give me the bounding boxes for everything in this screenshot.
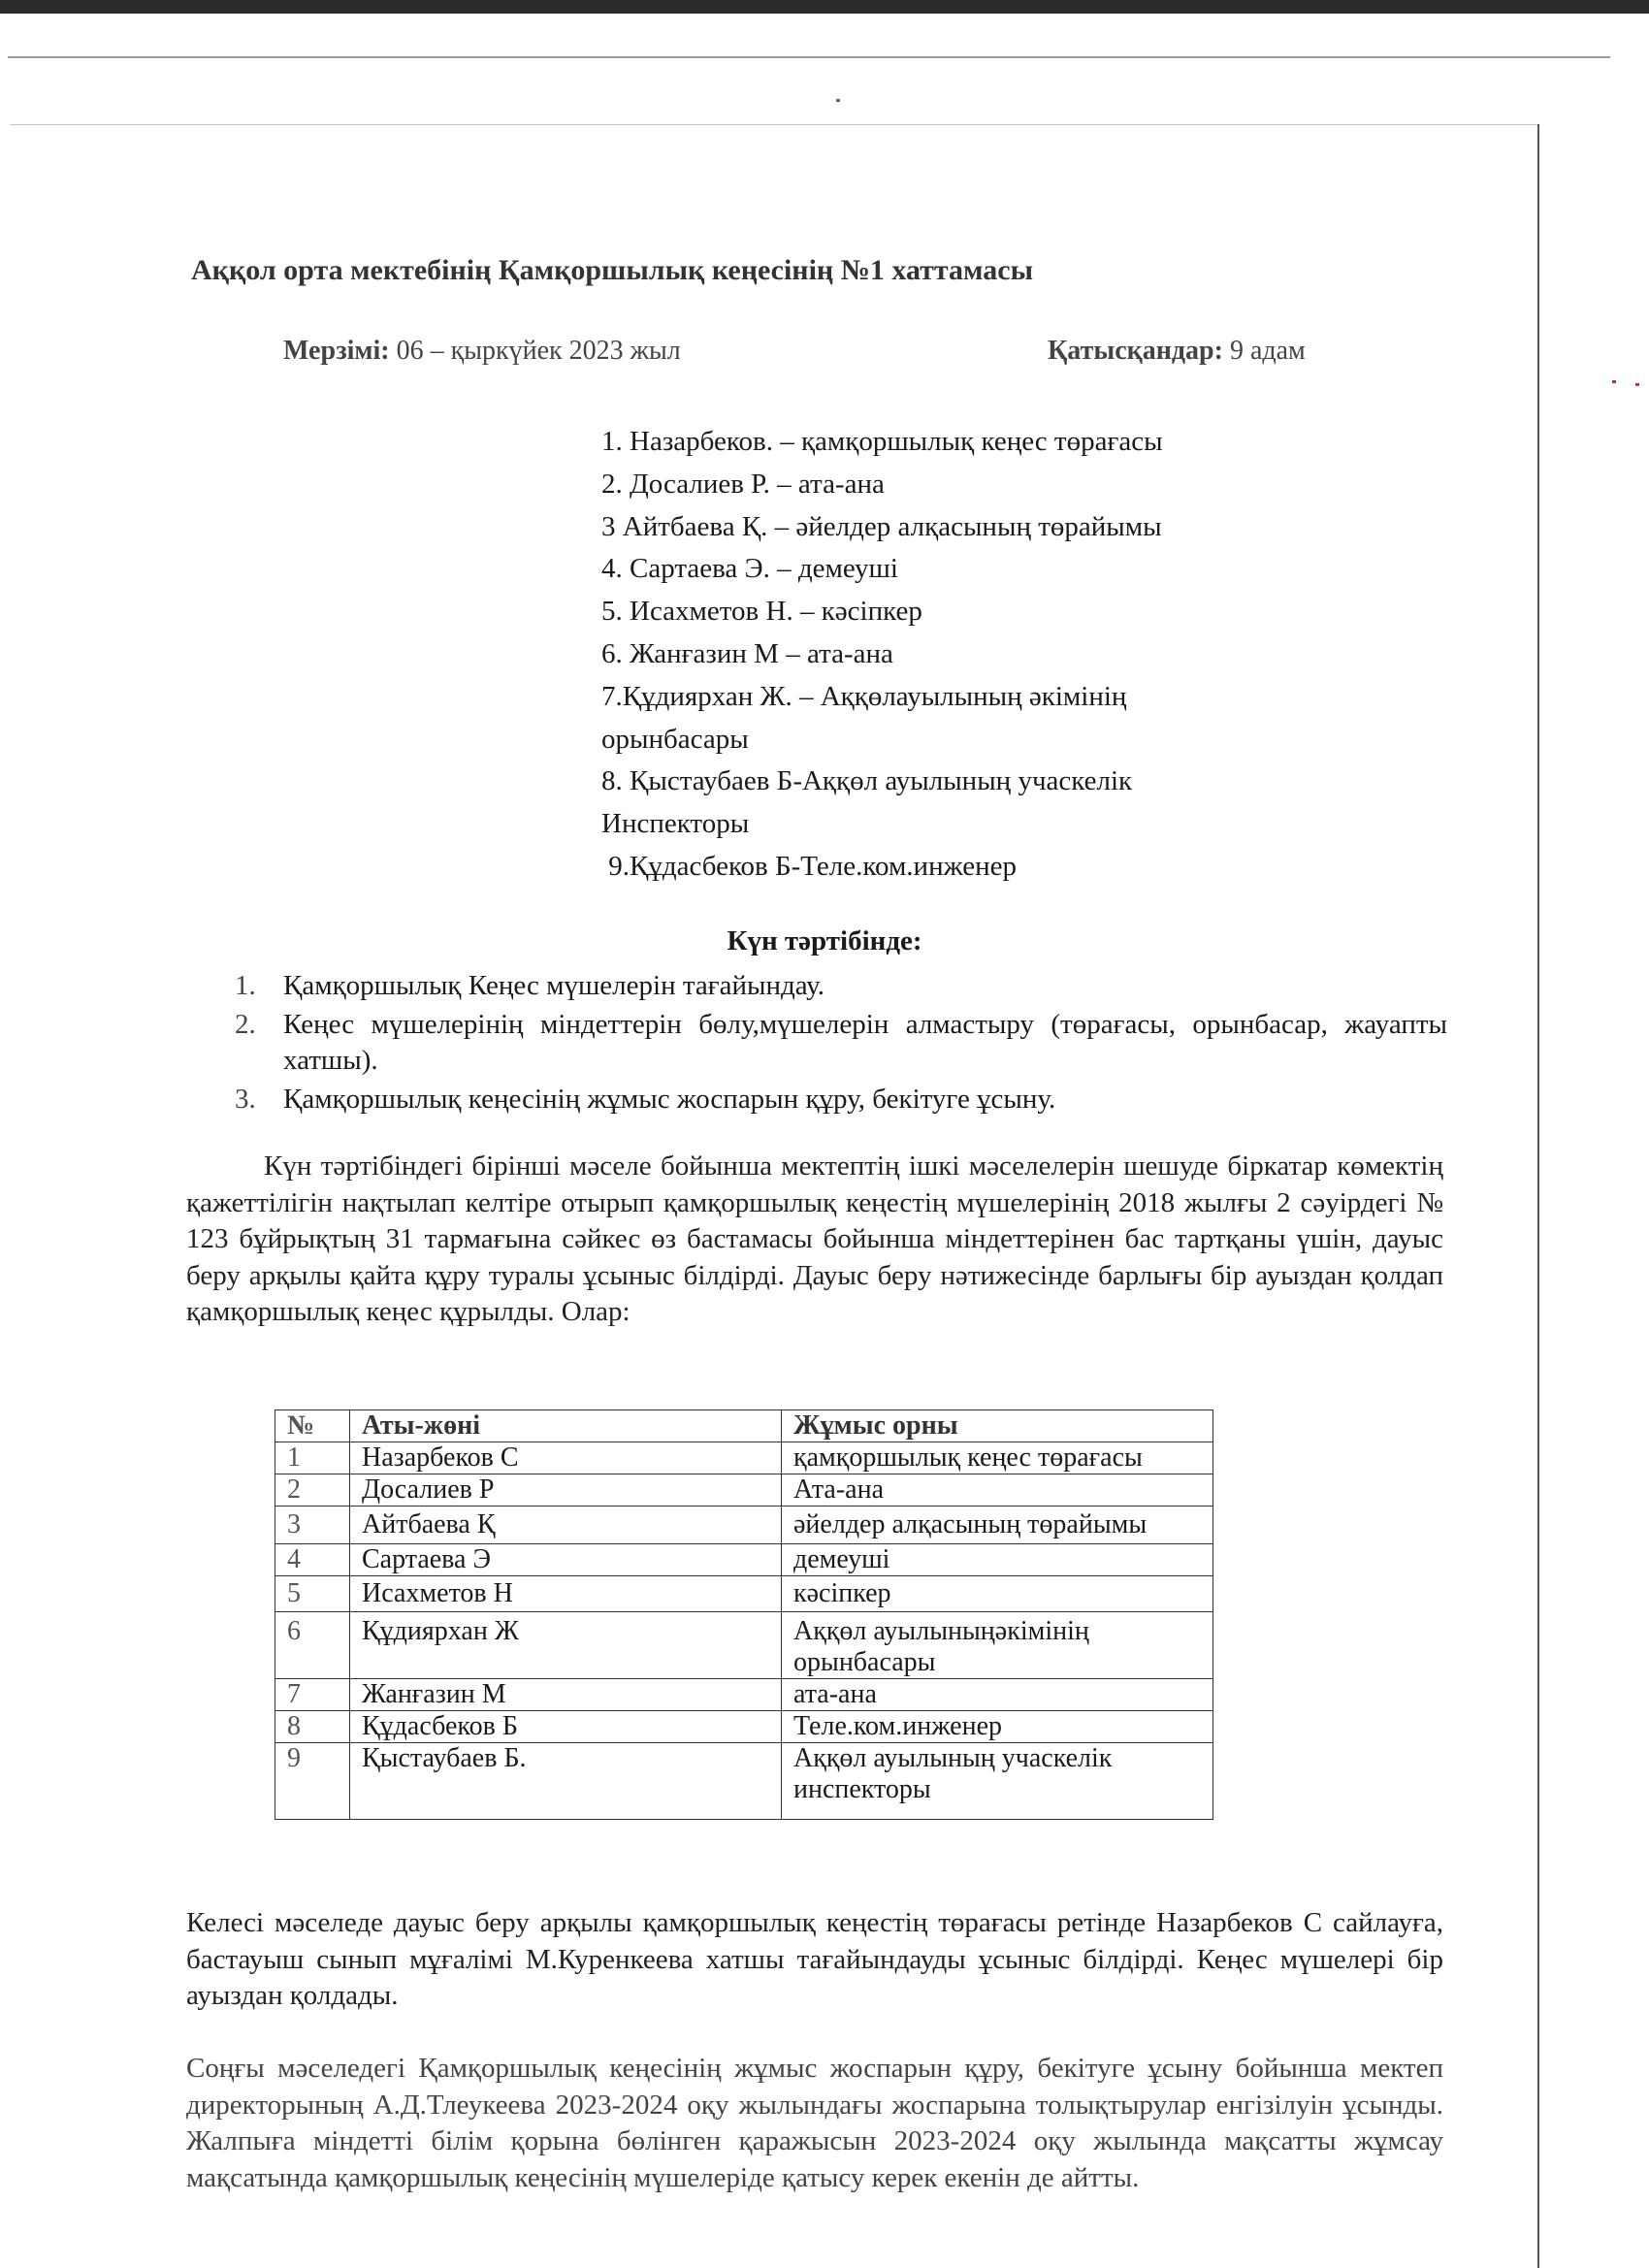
cell-role: демеуші (782, 1544, 1213, 1576)
cell-name: Сартаева Э (350, 1544, 782, 1576)
cell-number: 8 (275, 1711, 350, 1743)
participant-line: 4. Сартаева Э. – демеуші (601, 553, 898, 585)
cell-name: Назарбеков С (350, 1442, 782, 1474)
table-row (275, 1679, 1213, 1711)
agenda-item-text: Кеңес мүшелерінің міндеттерін бөлу,мүшелерін алмастыру (төрағасы, орынбасар, жауапты хатшы). (283, 1009, 1447, 1076)
cell-number: 6 (275, 1612, 350, 1679)
participants-list (601, 421, 1339, 889)
agenda-item (235, 1082, 1447, 1118)
cell-role: қамқоршылық кеңес төрағасы (782, 1442, 1213, 1474)
participant-line: 9.Құдасбеков Б-Теле.ком.инженер (601, 850, 1018, 882)
agenda-item-number: 3. (235, 1084, 256, 1115)
participant-line: Инспекторы (601, 808, 750, 840)
table-row (275, 1576, 1213, 1612)
table-row (275, 1507, 1213, 1544)
cell-name: Айтбаева Қ (350, 1507, 782, 1544)
participant-line: 2. Досалиев Р. – ата-ана (601, 468, 885, 500)
agenda-item (235, 1007, 1447, 1079)
cell-role: Аққөл ауылыныңәкімінің орынбасары (782, 1612, 1213, 1679)
scan-top-border (0, 0, 1649, 14)
agenda-title: Күн тәртібінде: (727, 925, 922, 956)
scan-speck (836, 99, 840, 102)
paragraph-second-issue: Келесі мәселеде дауыс беру арқылы қамқоршылық кеңестің төрағасы ретінде Назарбеков С сайлауға, бастауыш сынып мұғалімі М.Куренкеева хатшы тағайындауды ұсыныс білдірді. Кеңес мүшелері бір ауыздан қолдады. (186, 1907, 1443, 2011)
attendees-value: 9 адам (1222, 336, 1306, 366)
participant-line: 1. Назарбеков. – қамқоршылық кеңес төрағасы (601, 426, 1163, 457)
date-value: 06 – қыркүйек 2023 жыл (389, 336, 681, 366)
table-row (275, 1544, 1213, 1576)
participant-line: 5. Исахметов Н. – кәсіпкер (601, 596, 922, 628)
table-row (275, 1711, 1213, 1743)
cell-number: 7 (275, 1679, 350, 1711)
scan-speck (1612, 380, 1616, 383)
members-table (275, 1409, 1213, 1820)
agenda-item-number: 1. (235, 970, 256, 1001)
table-header-row (275, 1410, 1213, 1442)
agenda-item-number: 2. (235, 1009, 256, 1040)
agenda-item (235, 968, 1447, 1004)
participant-line: 3 Айтбаева Қ. – әйелдер алқасының төрайымы (601, 510, 1162, 542)
cell-role: Теле.ком.инженер (782, 1711, 1213, 1743)
agenda-list (235, 968, 1447, 1120)
table-row (275, 1743, 1213, 1820)
attendees-label: Қатысқандар: (1048, 336, 1223, 366)
cell-number: 4 (275, 1544, 350, 1576)
cell-name: Құдасбеков Б (350, 1711, 782, 1743)
participant-line: 6. Жанғазин М – ата-ана (601, 637, 893, 669)
document-title: Аққол орта мектебінің Қамқоршылық кеңесінің №1 хаттамасы (191, 254, 1033, 286)
cell-role: әйелдер алқасының төрайымы (782, 1507, 1213, 1544)
cell-role: кәсіпкер (782, 1576, 1213, 1612)
cell-name: Құдиярхан Ж (350, 1612, 782, 1679)
paragraph-first-issue: Күн тәртібіндегі бірінші мәселе бойынша мектептің ішкі мәселелерін шешуде біркатар көмектің қажеттілігін нақтылап келтіре отырып қамқоршылық кеңестің мүшелерінің 2018 жылғы 2 сәуірдегі № 123 бұйрықтың 31 тармағына сәйкес өз бастамасы бойынша міндеттерінен бас тартқаны үшін, дауыс беру арқылы қайта құру туралы ұсыныс білдірді. Дауыс беру нәтижесінде барлығы бір ауыздан қолдап қамқоршылық кеңес құрылды. Олар: (186, 1150, 1443, 1327)
page-edge-top (10, 124, 1537, 125)
attendee-count (1048, 336, 1306, 367)
agenda-item-text: Қамқоршылық кеңесінің жұмыс жоспарын құру, бекітуге ұсыну. (283, 1084, 1056, 1115)
header-name: Аты-жөні (350, 1410, 782, 1442)
header-role: Жұмыс орны (782, 1410, 1213, 1442)
participant-line: орынбасары (601, 723, 749, 755)
cell-role: Ата-ана (782, 1474, 1213, 1507)
cell-role: ата-ана (782, 1679, 1213, 1711)
meeting-date (283, 336, 681, 367)
cell-number: 5 (275, 1576, 350, 1612)
cell-number: 3 (275, 1507, 350, 1544)
cell-number: 9 (275, 1743, 350, 1820)
participant-line: 8. Қыстаубаев Б-Аққөл ауылының учаскелік (601, 765, 1133, 797)
cell-name: Қыстаубаев Б. (350, 1743, 782, 1820)
scan-line (8, 56, 1610, 58)
table-row (275, 1612, 1213, 1679)
date-label: Мерзімі: (283, 336, 390, 366)
page-edge-right (1537, 124, 1539, 2268)
cell-name: Досалиев Р (350, 1474, 782, 1507)
scan-speck (1635, 383, 1639, 386)
cell-name: Исахметов Н (350, 1576, 782, 1612)
cell-role: Аққөл ауылының учаскелік инспекторы (782, 1743, 1213, 1820)
table-row (275, 1474, 1213, 1507)
table-row (275, 1442, 1213, 1474)
cell-number: 1 (275, 1442, 350, 1474)
paragraph-final-issue: Соңғы мәселедегі Қамқоршылық кеңесінің жұмыс жоспарын құру, бекітуге ұсыну бойынша мектеп директорының А.Д.Тлеукеева 2023-2024 оқу жылындағы жоспарына толықтырулар енгізілуін ұсынды. Жалпыға міндетті білім қорына бөлінген қаражысын 2023-2024 оқу жылында мақсатты жұмсау мақсатында қамқоршылық кеңесінің мүшелеріде қатысу керек екенін де айтты. (186, 2053, 1443, 2193)
header-number: № (275, 1410, 350, 1442)
cell-number: 2 (275, 1474, 350, 1507)
agenda-item-text: Қамқоршылық Кеңес мүшелерін тағайындау. (283, 970, 825, 1001)
participant-line: 7.Құдиярхан Ж. – Аққөлауылының әкімінің (601, 680, 1127, 712)
cell-name: Жанғазин М (350, 1679, 782, 1711)
